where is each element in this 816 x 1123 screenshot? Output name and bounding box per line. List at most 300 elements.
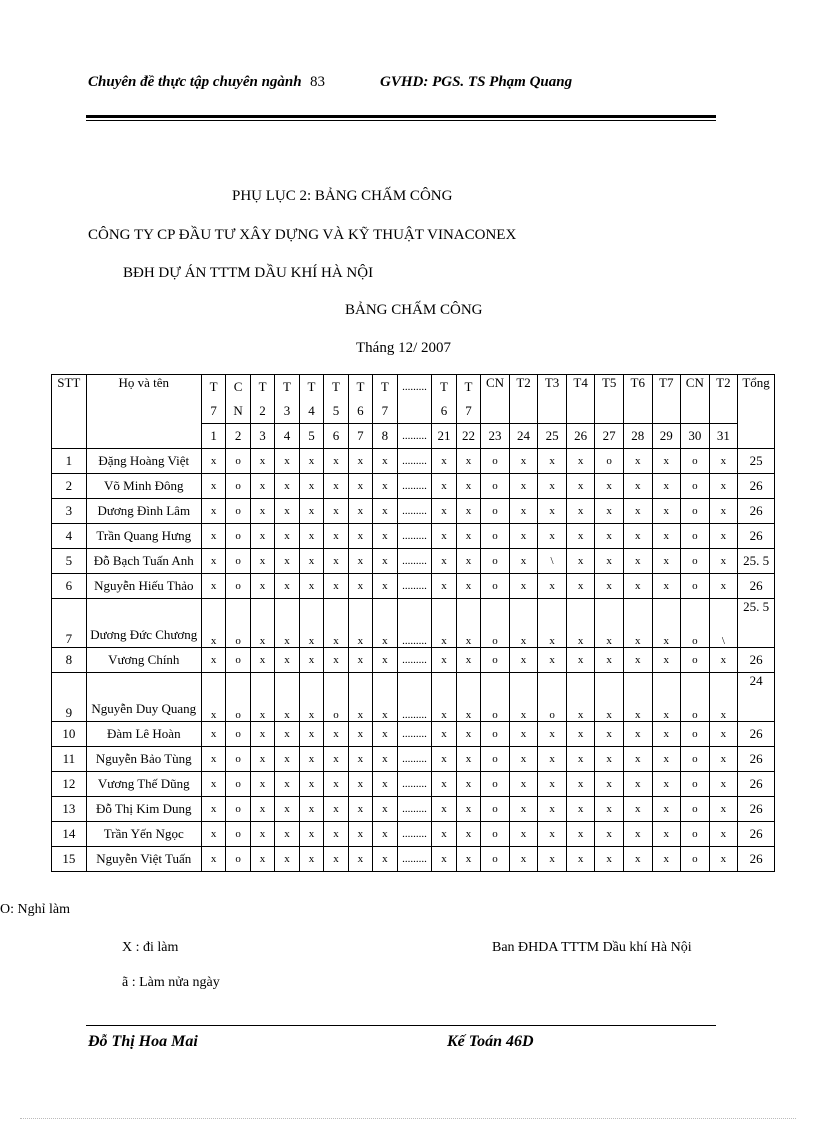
attendance-mark: o	[681, 648, 710, 673]
attendance-mark: x	[299, 847, 323, 872]
attendance-mark: x	[275, 574, 299, 599]
attendance-mark: x	[250, 722, 274, 747]
day-header-bottom: 6	[348, 399, 372, 424]
day-number: 4	[275, 424, 299, 449]
attendance-mark: x	[566, 747, 595, 772]
attendance-mark: o	[226, 599, 250, 648]
attendance-mark: x	[275, 474, 299, 499]
attendance-mark: x	[201, 847, 225, 872]
table-row	[52, 747, 775, 772]
table-row	[52, 524, 775, 549]
legend-absent: O: Nghỉ làm	[0, 902, 70, 917]
row-stt: 7	[52, 599, 87, 648]
attendance-mark: o	[681, 797, 710, 822]
day-number: 23	[481, 424, 510, 449]
attendance-mark: x	[432, 499, 456, 524]
attendance-mark: x	[201, 747, 225, 772]
attendance-mark: .........	[397, 822, 432, 847]
attendance-mark: x	[432, 822, 456, 847]
attendance-mark: x	[538, 747, 567, 772]
attendance-mark: o	[226, 574, 250, 599]
attendance-mark: x	[324, 797, 348, 822]
day-header-bottom: 6	[432, 399, 456, 424]
attendance-mark: x	[623, 648, 652, 673]
attendance-mark: \	[538, 549, 567, 574]
attendance-mark: x	[201, 474, 225, 499]
attendance-mark: x	[595, 797, 624, 822]
attendance-mark: x	[538, 797, 567, 822]
row-total: 24	[738, 673, 775, 722]
attendance-mark: x	[623, 574, 652, 599]
day-header-bottom: 3	[275, 399, 299, 424]
footer-class: Kế Toán 46D	[447, 1033, 534, 1050]
attendance-mark: x	[432, 474, 456, 499]
table-row	[52, 574, 775, 599]
attendance-mark: x	[201, 524, 225, 549]
attendance-mark: x	[201, 822, 225, 847]
attendance-mark: x	[595, 772, 624, 797]
attendance-mark: x	[299, 822, 323, 847]
day-number: .........	[397, 424, 432, 449]
appendix-title: PHỤ LỤC 2: BẢNG CHẤM CÔNG	[232, 188, 453, 204]
attendance-mark: x	[275, 449, 299, 474]
day-number: 5	[299, 424, 323, 449]
attendance-mark: x	[324, 772, 348, 797]
attendance-mark: x	[456, 648, 480, 673]
attendance-mark: x	[275, 722, 299, 747]
day-header-top: T	[275, 375, 299, 400]
attendance-mark: x	[324, 822, 348, 847]
attendance-mark: o	[481, 722, 510, 747]
attendance-mark: x	[299, 474, 323, 499]
attendance-mark: x	[299, 524, 323, 549]
row-name: Nguyễn Bảo Tùng	[86, 747, 201, 772]
attendance-mark: x	[566, 673, 595, 722]
attendance-mark: o	[681, 722, 710, 747]
attendance-mark: x	[652, 549, 681, 574]
day-header: T6	[623, 375, 652, 424]
attendance-mark: .........	[397, 797, 432, 822]
attendance-mark: x	[595, 549, 624, 574]
attendance-mark: x	[456, 524, 480, 549]
attendance-mark: x	[456, 847, 480, 872]
day-header-top: T	[373, 375, 397, 400]
row-total: 26	[738, 772, 775, 797]
row-stt: 10	[52, 722, 87, 747]
attendance-mark: x	[456, 722, 480, 747]
day-number: 31	[709, 424, 738, 449]
day-header: CN	[681, 375, 710, 424]
day-header-bottom	[397, 399, 432, 424]
day-header: T3	[538, 375, 567, 424]
attendance-mark: o	[226, 772, 250, 797]
total-header: Tổng	[738, 375, 775, 449]
attendance-mark: x	[299, 772, 323, 797]
attendance-mark: x	[566, 722, 595, 747]
attendance-mark: x	[456, 499, 480, 524]
attendance-mark: x	[348, 722, 372, 747]
attendance-mark: x	[324, 722, 348, 747]
attendance-mark: o	[481, 797, 510, 822]
attendance-mark: x	[432, 747, 456, 772]
attendance-mark: .........	[397, 772, 432, 797]
attendance-mark: o	[226, 524, 250, 549]
attendance-mark: x	[623, 673, 652, 722]
table-row	[52, 499, 775, 524]
attendance-mark: x	[275, 772, 299, 797]
attendance-mark: x	[566, 474, 595, 499]
attendance-mark: x	[250, 772, 274, 797]
attendance-mark: x	[509, 747, 538, 772]
row-stt: 11	[52, 747, 87, 772]
attendance-mark: x	[432, 599, 456, 648]
attendance-mark: x	[250, 747, 274, 772]
attendance-mark: x	[348, 524, 372, 549]
attendance-mark: x	[456, 599, 480, 648]
row-name: Vương Thế Dũng	[86, 772, 201, 797]
day-header-bottom: 5	[324, 399, 348, 424]
attendance-mark: x	[709, 549, 738, 574]
attendance-mark: x	[709, 772, 738, 797]
attendance-mark: x	[324, 474, 348, 499]
attendance-mark: x	[250, 524, 274, 549]
attendance-mark: .........	[397, 747, 432, 772]
attendance-mark: o	[481, 449, 510, 474]
attendance-mark: x	[250, 449, 274, 474]
legend-work: X : đi làm	[122, 940, 179, 955]
attendance-mark: x	[373, 847, 397, 872]
attendance-mark: o	[481, 822, 510, 847]
attendance-mark: o	[681, 673, 710, 722]
row-name: Đặng Hoàng Việt	[86, 449, 201, 474]
row-name: Nguyễn Duy Quang	[86, 673, 201, 722]
attendance-mark: x	[324, 524, 348, 549]
attendance-mark: x	[652, 822, 681, 847]
header-rule-thick	[86, 115, 716, 118]
attendance-mark: x	[709, 449, 738, 474]
attendance-mark: x	[250, 797, 274, 822]
row-total: 26	[738, 847, 775, 872]
attendance-mark: x	[373, 474, 397, 499]
attendance-mark: x	[250, 499, 274, 524]
table-row	[52, 722, 775, 747]
table-row	[52, 847, 775, 872]
sheet-title: BẢNG CHẤM CÔNG	[345, 302, 483, 318]
day-header-top: T	[201, 375, 225, 400]
attendance-mark: x	[595, 822, 624, 847]
attendance-mark: x	[456, 549, 480, 574]
attendance-mark: x	[709, 499, 738, 524]
attendance-mark: x	[509, 574, 538, 599]
row-stt: 5	[52, 549, 87, 574]
attendance-mark: x	[275, 847, 299, 872]
attendance-mark: x	[348, 499, 372, 524]
attendance-mark: o	[226, 797, 250, 822]
table-row	[52, 549, 775, 574]
attendance-mark: x	[299, 499, 323, 524]
attendance-mark: o	[481, 549, 510, 574]
attendance-mark: x	[595, 847, 624, 872]
attendance-mark: o	[681, 772, 710, 797]
attendance-mark: x	[509, 474, 538, 499]
attendance-mark: x	[324, 747, 348, 772]
attendance-mark: x	[652, 449, 681, 474]
attendance-mark: x	[709, 524, 738, 549]
attendance-mark: x	[509, 797, 538, 822]
attendance-table	[51, 374, 775, 872]
attendance-mark: x	[709, 673, 738, 722]
attendance-mark: x	[250, 847, 274, 872]
attendance-mark: x	[432, 574, 456, 599]
day-number: 1	[201, 424, 225, 449]
attendance-mark: o	[481, 474, 510, 499]
attendance-mark: x	[566, 847, 595, 872]
attendance-mark: x	[509, 449, 538, 474]
attendance-mark: x	[348, 822, 372, 847]
footer-author: Đỗ Thị Hoa Mai	[88, 1033, 198, 1050]
attendance-mark: x	[348, 847, 372, 872]
attendance-mark: x	[201, 673, 225, 722]
attendance-mark: x	[373, 722, 397, 747]
attendance-mark: o	[226, 747, 250, 772]
attendance-mark: x	[432, 722, 456, 747]
attendance-mark: x	[373, 772, 397, 797]
attendance-mark: x	[538, 847, 567, 872]
attendance-mark: x	[324, 549, 348, 574]
attendance-mark: x	[250, 474, 274, 499]
attendance-mark: .........	[397, 599, 432, 648]
attendance-mark: o	[681, 549, 710, 574]
attendance-mark: x	[595, 648, 624, 673]
name-header: Họ và tên	[86, 375, 201, 449]
row-total: 26	[738, 499, 775, 524]
row-total: 25. 5	[738, 599, 775, 648]
attendance-mark: \	[709, 599, 738, 648]
row-stt: 2	[52, 474, 87, 499]
row-total: 26	[738, 797, 775, 822]
attendance-mark: x	[566, 499, 595, 524]
attendance-mark: x	[509, 673, 538, 722]
attendance-mark: x	[432, 449, 456, 474]
attendance-mark: x	[652, 747, 681, 772]
attendance-mark: x	[275, 648, 299, 673]
day-header-top: T	[324, 375, 348, 400]
table-row	[52, 822, 775, 847]
attendance-mark: x	[566, 772, 595, 797]
row-stt: 3	[52, 499, 87, 524]
day-number: 25	[538, 424, 567, 449]
day-number: 26	[566, 424, 595, 449]
attendance-mark: x	[201, 449, 225, 474]
day-number: 7	[348, 424, 372, 449]
attendance-mark: o	[226, 847, 250, 872]
attendance-mark: o	[681, 747, 710, 772]
attendance-mark: x	[324, 599, 348, 648]
attendance-mark: x	[709, 648, 738, 673]
attendance-mark: x	[348, 797, 372, 822]
attendance-mark: x	[652, 648, 681, 673]
attendance-mark: o	[481, 599, 510, 648]
attendance-mark: o	[681, 574, 710, 599]
attendance-mark: x	[652, 474, 681, 499]
row-name: Nguyễn Hiếu Thảo	[86, 574, 201, 599]
attendance-mark: x	[250, 822, 274, 847]
attendance-mark: x	[348, 648, 372, 673]
day-number: 30	[681, 424, 710, 449]
attendance-mark: x	[595, 474, 624, 499]
attendance-mark: x	[201, 499, 225, 524]
attendance-mark: x	[595, 673, 624, 722]
attendance-mark: o	[226, 822, 250, 847]
attendance-mark: x	[299, 599, 323, 648]
attendance-mark: o	[681, 599, 710, 648]
attendance-mark: x	[623, 772, 652, 797]
attendance-mark: .........	[397, 722, 432, 747]
header-rule-thin	[86, 120, 716, 121]
attendance-mark: o	[681, 847, 710, 872]
attendance-mark: x	[456, 474, 480, 499]
attendance-mark: x	[250, 648, 274, 673]
attendance-mark: x	[456, 747, 480, 772]
attendance-mark: x	[652, 772, 681, 797]
table-row	[52, 449, 775, 474]
attendance-mark: x	[348, 574, 372, 599]
attendance-mark: x	[324, 648, 348, 673]
attendance-mark: o	[226, 474, 250, 499]
day-header-bottom: 7	[373, 399, 397, 424]
stt-header: STT	[52, 375, 87, 449]
attendance-mark: x	[623, 847, 652, 872]
attendance-mark: x	[595, 747, 624, 772]
attendance-mark: x	[538, 648, 567, 673]
attendance-mark: o	[538, 673, 567, 722]
attendance-mark: x	[652, 673, 681, 722]
attendance-mark: x	[538, 772, 567, 797]
attendance-mark: x	[275, 673, 299, 722]
attendance-mark: x	[566, 797, 595, 822]
attendance-mark: x	[348, 599, 372, 648]
day-header-bottom: N	[226, 399, 250, 424]
attendance-mark: x	[652, 574, 681, 599]
attendance-mark: x	[652, 797, 681, 822]
day-number: 21	[432, 424, 456, 449]
attendance-mark: x	[373, 822, 397, 847]
attendance-mark: x	[623, 499, 652, 524]
attendance-mark: x	[538, 474, 567, 499]
attendance-mark: x	[566, 648, 595, 673]
day-header-bottom: 2	[250, 399, 274, 424]
attendance-mark: o	[681, 449, 710, 474]
attendance-mark: o	[681, 499, 710, 524]
attendance-mark: x	[566, 599, 595, 648]
attendance-mark: o	[481, 747, 510, 772]
attendance-mark: .........	[397, 524, 432, 549]
table-row	[52, 797, 775, 822]
attendance-mark: x	[250, 574, 274, 599]
attendance-mark: o	[595, 449, 624, 474]
attendance-mark: x	[201, 599, 225, 648]
row-stt: 14	[52, 822, 87, 847]
attendance-mark: x	[456, 822, 480, 847]
row-stt: 6	[52, 574, 87, 599]
attendance-mark: x	[652, 499, 681, 524]
attendance-mark: o	[481, 499, 510, 524]
attendance-mark: x	[538, 574, 567, 599]
attendance-mark: x	[348, 772, 372, 797]
signer-label: Ban ĐHDA TTTM Dầu khí Hà Nội	[492, 940, 692, 955]
attendance-mark: x	[201, 772, 225, 797]
attendance-mark: .........	[397, 673, 432, 722]
row-name: Trần Quang Hưng	[86, 524, 201, 549]
attendance-mark: o	[481, 673, 510, 722]
day-number: 3	[250, 424, 274, 449]
day-header: T7	[652, 375, 681, 424]
attendance-mark: x	[652, 847, 681, 872]
attendance-mark: x	[509, 599, 538, 648]
attendance-mark: x	[509, 847, 538, 872]
day-header-bottom: 4	[299, 399, 323, 424]
attendance-mark: x	[275, 599, 299, 648]
attendance-mark: x	[432, 847, 456, 872]
attendance-mark: x	[432, 772, 456, 797]
attendance-mark: x	[566, 574, 595, 599]
row-stt: 12	[52, 772, 87, 797]
row-name: Trần Yến Ngọc	[86, 822, 201, 847]
attendance-mark: x	[348, 474, 372, 499]
attendance-mark: x	[373, 524, 397, 549]
attendance-mark: .........	[397, 847, 432, 872]
row-name: Dương Đình Lâm	[86, 499, 201, 524]
day-header: T4	[566, 375, 595, 424]
attendance-mark: x	[709, 847, 738, 872]
row-total: 26	[738, 747, 775, 772]
attendance-mark: x	[275, 524, 299, 549]
attendance-mark: x	[538, 599, 567, 648]
attendance-mark: x	[566, 822, 595, 847]
attendance-mark: x	[538, 722, 567, 747]
attendance-mark: o	[226, 722, 250, 747]
attendance-mark: x	[623, 524, 652, 549]
attendance-mark: x	[538, 524, 567, 549]
row-total: 26	[738, 822, 775, 847]
attendance-mark: x	[566, 524, 595, 549]
table-row	[52, 673, 775, 722]
attendance-mark: x	[509, 549, 538, 574]
attendance-mark: x	[324, 499, 348, 524]
table-row	[52, 772, 775, 797]
legend-half: ã : Làm nửa ngày	[122, 975, 220, 990]
header-course-title: Chuyên đề thực tập chuyên ngành	[88, 74, 302, 90]
header-page-number: 83	[310, 74, 325, 90]
attendance-mark: x	[623, 599, 652, 648]
attendance-mark: x	[595, 599, 624, 648]
day-number: 28	[623, 424, 652, 449]
attendance-mark: x	[538, 499, 567, 524]
attendance-mark: o	[681, 524, 710, 549]
attendance-mark: x	[373, 648, 397, 673]
row-total: 25	[738, 449, 775, 474]
row-stt: 1	[52, 449, 87, 474]
attendance-mark: x	[299, 747, 323, 772]
attendance-mark: x	[709, 797, 738, 822]
day-header-top: T	[250, 375, 274, 400]
attendance-mark: .........	[397, 499, 432, 524]
attendance-mark: .........	[397, 574, 432, 599]
day-header-top: T	[299, 375, 323, 400]
branch-name: BĐH DỰ ÁN TTTM DẦU KHÍ HÀ NỘI	[123, 265, 374, 281]
day-header: CN	[481, 375, 510, 424]
attendance-mark: x	[373, 574, 397, 599]
